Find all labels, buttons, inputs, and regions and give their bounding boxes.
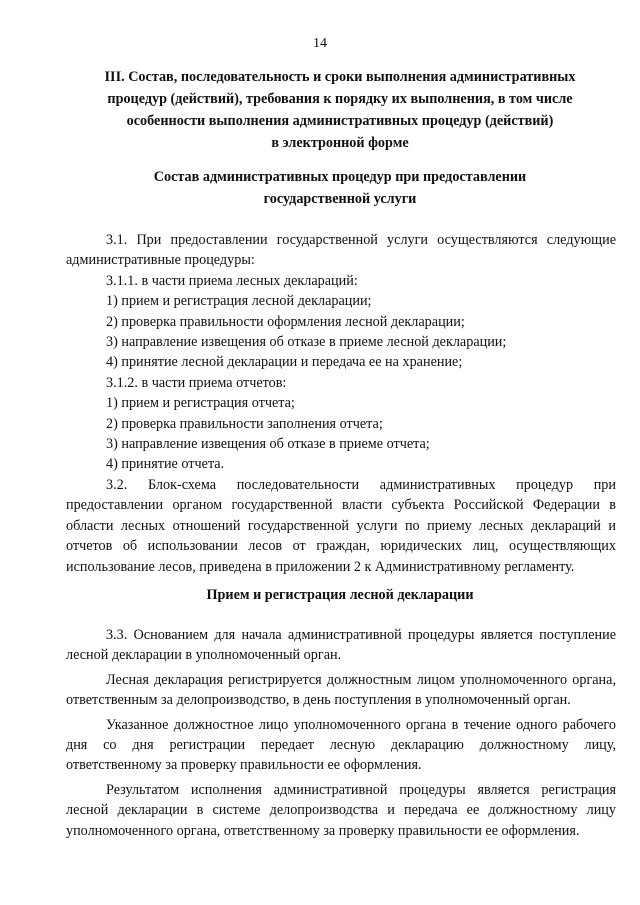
paragraph-3-2: 3.2. Блок-схема последовательности административных процедур при предоставлении органом государственной власти субъекта Российской Федерации в области лесных отношений государственной услуги по приему лесных деклараций и отчетов об использовании лесов от граждан, юридических лиц, осуществляющих использование лесов, приведена в приложении 2 к Административному регламенту. <box>66 476 616 575</box>
list-item: 1) прием и регистрация лесной декларации; <box>106 293 372 310</box>
subheading-composition <box>40 166 640 210</box>
paragraph-3-3: 3.3. Основанием для начала административной процедуры является поступление лесной декларации в уполномоченный орган. <box>66 627 616 664</box>
list-item: 2) проверка правильности заполнения отчета; <box>106 415 383 432</box>
paragraph: Указанное должностное лицо уполномоченного органа в течение одного рабочего дня со дня регистрации передает лесную декларацию должностному лицу, ответственному за проверку правильности ее оформления. <box>66 716 616 774</box>
section-heading-line: процедур (действий), требования к порядку их выполнения, в том числе <box>107 91 573 107</box>
body-text-block-2 <box>66 625 616 841</box>
section-heading-line: III. Состав, последовательность и сроки выполнения административных <box>104 69 576 85</box>
paragraph-3-1-1: 3.1.1. в части приема лесных деклараций: <box>106 272 358 289</box>
list-item: 3) направление извещения об отказе в приеме лесной декларации; <box>106 334 507 351</box>
page-number: 14 <box>313 36 327 51</box>
subheading-registration: Прием и регистрация лесной декларации <box>206 587 474 603</box>
body-text-block-1 <box>66 230 616 577</box>
paragraph: Лесная декларация регистрируется должностным лицом уполномоченного органа, ответственным за делопроизводство, в день поступления в уполномоченный орган. <box>66 671 616 709</box>
list-item: 4) принятие лесной декларации и передача ее на хранение; <box>106 354 463 371</box>
paragraph-3-1: 3.1. При предоставлении государственной услуги осуществляются следующие административные процедуры: <box>66 232 616 269</box>
paragraph: Результатом исполнения административной процедуры является регистрация лесной декларации в системе делопроизводства и передача ее должностному лицу уполномоченного органа, ответственному за проверку правильности ее оформления. <box>66 781 616 839</box>
subheading-line: государственной услуги <box>263 191 417 207</box>
paragraph-3-1-2: 3.1.2. в части приема отчетов: <box>106 374 287 391</box>
list-item: 1) прием и регистрация отчета; <box>106 395 295 412</box>
subheading-line: Состав административных процедур при предоставлении <box>153 169 527 185</box>
section-heading-line: в электронной форме <box>271 135 409 151</box>
list-item: 3) направление извещения об отказе в приеме отчета; <box>106 436 430 453</box>
list-item: 4) принятие отчета. <box>106 456 225 473</box>
section-heading-line: особенности выполнения административных процедур (действий) <box>126 113 554 129</box>
section-heading <box>40 66 640 154</box>
list-item: 2) проверка правильности оформления лесной декларации; <box>106 313 465 330</box>
